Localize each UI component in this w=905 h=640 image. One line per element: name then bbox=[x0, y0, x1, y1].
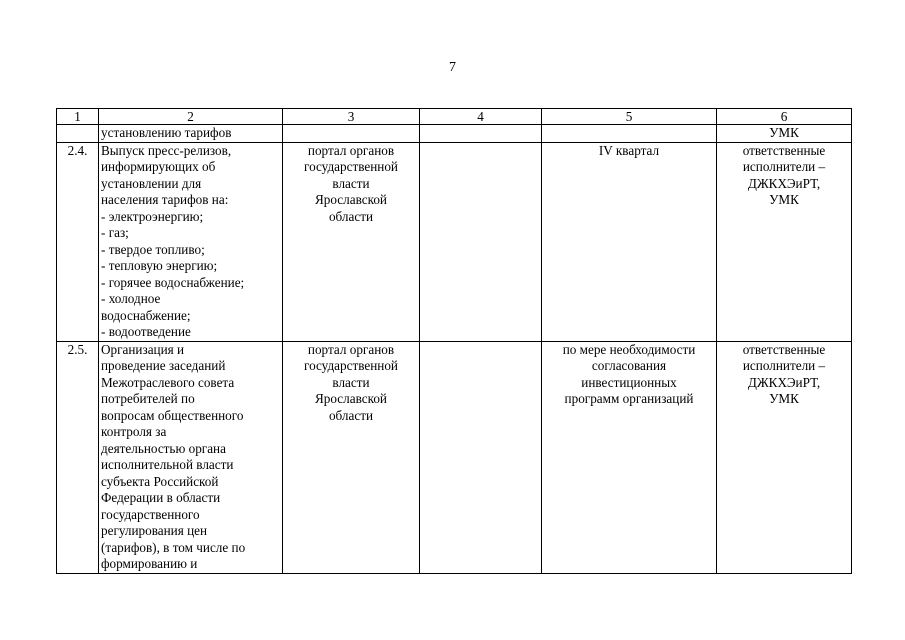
cell-text-line: регулирования цен bbox=[101, 523, 208, 538]
row-number-cell: 2.4. bbox=[57, 142, 99, 341]
event-cell bbox=[99, 142, 283, 341]
cell-text-line: информирующих об bbox=[101, 159, 216, 174]
cell-text-line: власти bbox=[332, 175, 370, 191]
event-cell bbox=[99, 341, 283, 573]
cell-text-line: Организация и bbox=[101, 341, 185, 357]
cell-text-line: УМК bbox=[769, 192, 799, 207]
cell-text-line: - газ; bbox=[101, 225, 129, 240]
cell-text-line: портал органов bbox=[307, 341, 395, 357]
cell-text-line: Ярославской bbox=[315, 192, 387, 207]
column-header: 4 bbox=[420, 109, 542, 125]
table-row bbox=[57, 142, 852, 341]
cell-text-line: инвестиционных bbox=[581, 374, 677, 390]
cell-text-line: - холодное bbox=[101, 291, 161, 306]
column-header: 2 bbox=[99, 109, 283, 125]
cell-text-line: Выпуск пресс-релизов, bbox=[101, 142, 232, 158]
responsible-cell bbox=[717, 341, 852, 573]
cell-text-line: вопросам общественного bbox=[101, 407, 244, 423]
cell-text-line: потребителей по bbox=[101, 391, 195, 406]
cell-text-line: установлении для bbox=[101, 175, 202, 191]
cell-text-line: портал органов bbox=[307, 142, 395, 158]
cell-text-line: ДЖКХЭиРТ, bbox=[747, 175, 821, 191]
cell-text-line: (тарифов), в том числе по bbox=[101, 539, 246, 555]
cell-text-line: субъекта Российской bbox=[101, 473, 219, 489]
cell-text-line: Ярославской bbox=[315, 391, 387, 406]
cell-text-line: IV квартал bbox=[598, 142, 660, 158]
table-header-row bbox=[57, 109, 852, 125]
cell-text-line: области bbox=[328, 208, 374, 224]
table-row bbox=[57, 341, 852, 573]
cell-text-line: ДЖКХЭиРТ, bbox=[747, 374, 821, 390]
cell-text-line: населения тарифов на: bbox=[101, 192, 229, 207]
deadline-cell bbox=[542, 125, 717, 143]
cell-text-line: установлению тарифов bbox=[101, 125, 232, 140]
cell-text-line: исполнительной власти bbox=[101, 457, 234, 472]
column-header: 6 bbox=[717, 109, 852, 125]
cell-text-line: Федерации в области bbox=[101, 490, 221, 505]
cell-text-line: - водоотведение bbox=[101, 324, 191, 339]
responsible-cell bbox=[717, 142, 852, 341]
cell-text-line: формированию и bbox=[101, 556, 198, 571]
source-cell bbox=[283, 125, 420, 143]
cell-text-line: водоснабжение; bbox=[101, 307, 191, 323]
row-number-cell: 2.5. bbox=[57, 341, 99, 573]
page-number: 7 bbox=[449, 60, 456, 75]
cell-text-line: согласования bbox=[591, 358, 667, 373]
cell-text-line: государственного bbox=[101, 506, 200, 522]
column-header: 3 bbox=[283, 109, 420, 125]
source-cell bbox=[283, 142, 420, 341]
cell-text-line: ответственные bbox=[742, 341, 826, 357]
cell-text-line: - тепловую энергию; bbox=[101, 258, 218, 273]
responsible-cell bbox=[717, 125, 852, 143]
cell-text-line: государственной bbox=[304, 358, 398, 373]
cell-text-line: исполнители – bbox=[742, 159, 826, 174]
column-header: 1 bbox=[57, 109, 99, 125]
cell-text-line: государственной bbox=[304, 159, 398, 174]
plan-table bbox=[56, 108, 852, 574]
column-4-cell bbox=[420, 125, 542, 143]
row-number-cell bbox=[57, 125, 99, 143]
cell-text-line: Межотраслевого совета bbox=[101, 374, 235, 390]
column-header: 5 bbox=[542, 109, 717, 125]
cell-text-line: - горячее водоснабжение; bbox=[101, 274, 245, 290]
cell-text-line: УМК bbox=[769, 391, 799, 406]
cell-text-line: контроля за bbox=[101, 424, 167, 439]
cell-text-line: проведение заседаний bbox=[101, 358, 226, 373]
cell-text-line: УМК bbox=[769, 125, 799, 140]
column-4-cell bbox=[420, 142, 542, 341]
cell-text-line: - электроэнергию; bbox=[101, 208, 204, 224]
event-cell bbox=[99, 125, 283, 143]
deadline-cell bbox=[542, 142, 717, 341]
source-cell bbox=[283, 341, 420, 573]
cell-text-line: власти bbox=[332, 374, 370, 390]
cell-text-line: по мере необходимости bbox=[562, 341, 696, 357]
cell-text-line: программ организаций bbox=[564, 391, 694, 406]
cell-text-line: области bbox=[328, 407, 374, 423]
column-4-cell bbox=[420, 341, 542, 573]
cell-text-line: ответственные bbox=[742, 142, 826, 158]
deadline-cell bbox=[542, 341, 717, 573]
cell-text-line: - твердое топливо; bbox=[101, 241, 205, 257]
table-row bbox=[57, 125, 852, 143]
cell-text-line: деятельностью органа bbox=[101, 440, 226, 456]
cell-text-line: исполнители – bbox=[742, 358, 826, 373]
